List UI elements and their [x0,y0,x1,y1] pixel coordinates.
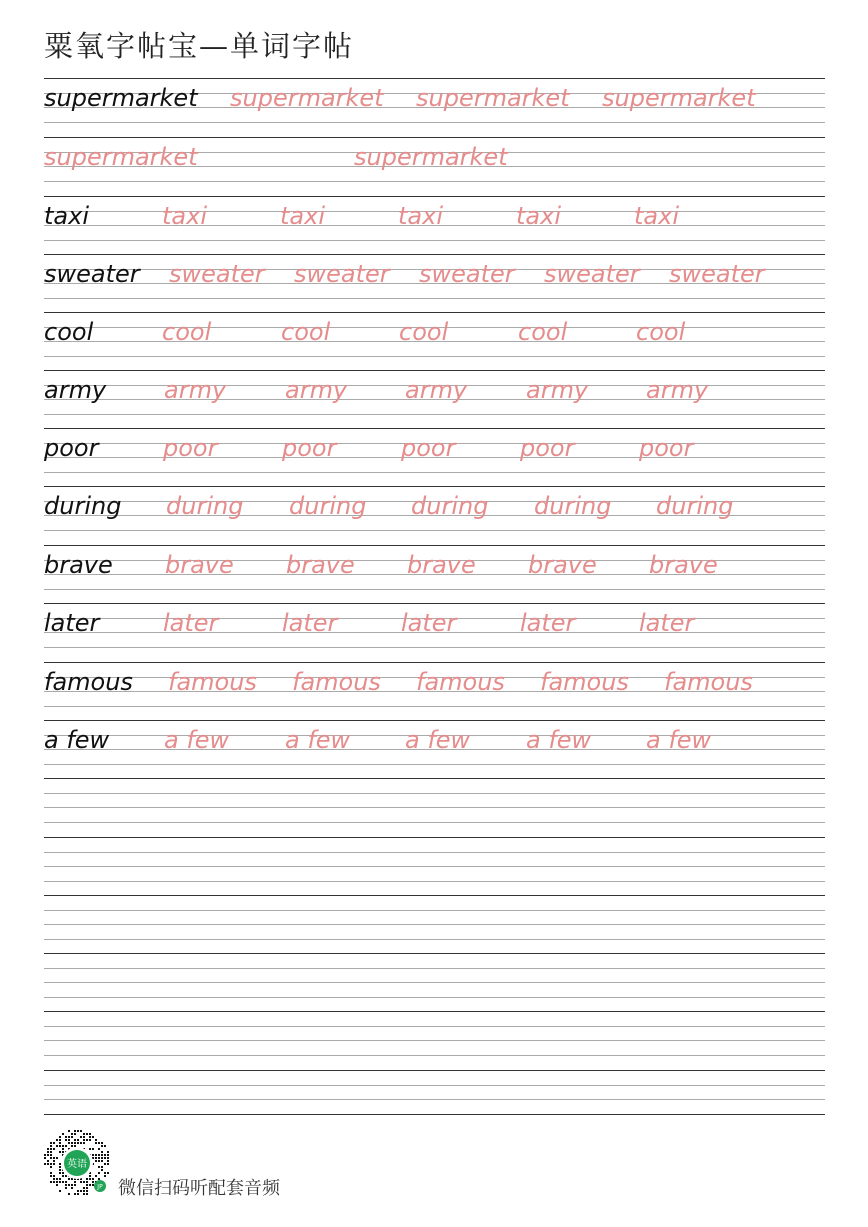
trace-word: poor [163,434,218,462]
trace-word: brave [286,551,355,579]
trace-word: army [285,376,348,404]
ruled-line [44,1011,825,1012]
trace-word: a few [526,726,592,754]
guide-line [44,924,825,925]
trace-word: a few [164,726,230,754]
qr-badge-sub: JP [97,1183,103,1191]
model-word: a few [44,726,110,754]
trace-word: taxi [280,202,325,230]
trace-word: brave [407,551,476,579]
trace-word: later [282,609,338,637]
guide-line [44,939,825,940]
ruled-line [44,370,825,371]
ruled-line [44,78,825,79]
ruled-line [44,486,825,487]
ruled-line [44,428,825,429]
trace-word: sweater [544,260,640,288]
guide-line [44,997,825,998]
trace-word: later [163,609,219,637]
guide-line [44,866,825,867]
guide-line [44,807,825,808]
trace-word: during [166,492,244,520]
trace-word: supermarket [230,84,384,112]
trace-word: cool [281,318,331,346]
guide-line [44,881,825,882]
ruled-line [44,953,825,954]
ruled-line [44,1114,825,1115]
guide-line [44,968,825,969]
trace-word: famous [292,668,381,696]
trace-word: famous [664,668,753,696]
trace-word: later [401,609,457,637]
page-title: 粟氧字帖宝—单词字帖 [44,29,355,63]
trace-word: cool [518,318,568,346]
model-word: during [44,492,122,520]
trace-word: army [405,376,468,404]
guide-line [44,530,825,531]
trace-word: sweater [419,260,515,288]
guide-line [44,589,825,590]
trace-word: cool [399,318,449,346]
trace-word: poor [401,434,456,462]
trace-word: supermarket [416,84,570,112]
ruled-line [44,545,825,546]
guide-line [44,1040,825,1041]
guide-line [44,764,825,765]
guide-line [44,181,825,182]
model-word: sweater [44,260,140,288]
model-word: army [44,376,107,404]
trace-word: famous [416,668,505,696]
trace-word: taxi [162,202,207,230]
guide-line [44,647,825,648]
ruled-line [44,603,825,604]
trace-word: supermarket [44,143,198,171]
qr-code-icon[interactable] [42,1128,112,1198]
trace-word: poor [639,434,694,462]
model-word: taxi [44,202,89,230]
trace-word: a few [646,726,712,754]
ruled-line [44,837,825,838]
ruled-line [44,778,825,779]
guide-line [44,822,825,823]
ruled-line [44,196,825,197]
trace-word: brave [165,551,234,579]
trace-word: army [164,376,227,404]
qr-badge-text: 英语 [67,1159,87,1170]
guide-line [44,240,825,241]
guide-line [44,1055,825,1056]
trace-word: taxi [398,202,443,230]
model-word: poor [44,434,99,462]
ruled-line [44,1070,825,1071]
trace-word: brave [649,551,718,579]
trace-word: sweater [294,260,390,288]
ruled-line [44,720,825,721]
guide-line [44,852,825,853]
guide-line [44,982,825,983]
guide-line [44,1026,825,1027]
ruled-line [44,137,825,138]
guide-line [44,1099,825,1100]
ruled-line [44,895,825,896]
guide-line [44,122,825,123]
guide-line [44,298,825,299]
trace-word: during [289,492,367,520]
trace-word: a few [405,726,471,754]
trace-word: supermarket [602,84,756,112]
guide-line [44,706,825,707]
model-word: cool [44,318,94,346]
trace-word: army [526,376,589,404]
guide-line [44,1085,825,1086]
model-word: later [44,609,100,637]
ruled-line [44,662,825,663]
guide-line [44,793,825,794]
trace-word: famous [540,668,629,696]
trace-word: sweater [669,260,765,288]
trace-word: later [639,609,695,637]
guide-line [44,414,825,415]
trace-word: brave [528,551,597,579]
trace-word: taxi [634,202,679,230]
trace-word: sweater [169,260,265,288]
guide-line [44,910,825,911]
trace-word: during [656,492,734,520]
trace-word: during [411,492,489,520]
audio-caption: 微信扫码听配套音频 [118,1178,280,1199]
trace-word: a few [285,726,351,754]
guide-line [44,356,825,357]
trace-word: poor [282,434,337,462]
trace-word: later [520,609,576,637]
trace-word: army [646,376,709,404]
ruled-line [44,312,825,313]
trace-word: poor [520,434,575,462]
model-word: supermarket [44,84,198,112]
trace-word: supermarket [354,143,508,171]
trace-word: famous [168,668,257,696]
ruled-line [44,254,825,255]
trace-word: cool [636,318,686,346]
trace-word: cool [162,318,212,346]
model-word: brave [44,551,113,579]
model-word: famous [44,668,133,696]
trace-word: during [534,492,612,520]
guide-line [44,472,825,473]
trace-word: taxi [516,202,561,230]
